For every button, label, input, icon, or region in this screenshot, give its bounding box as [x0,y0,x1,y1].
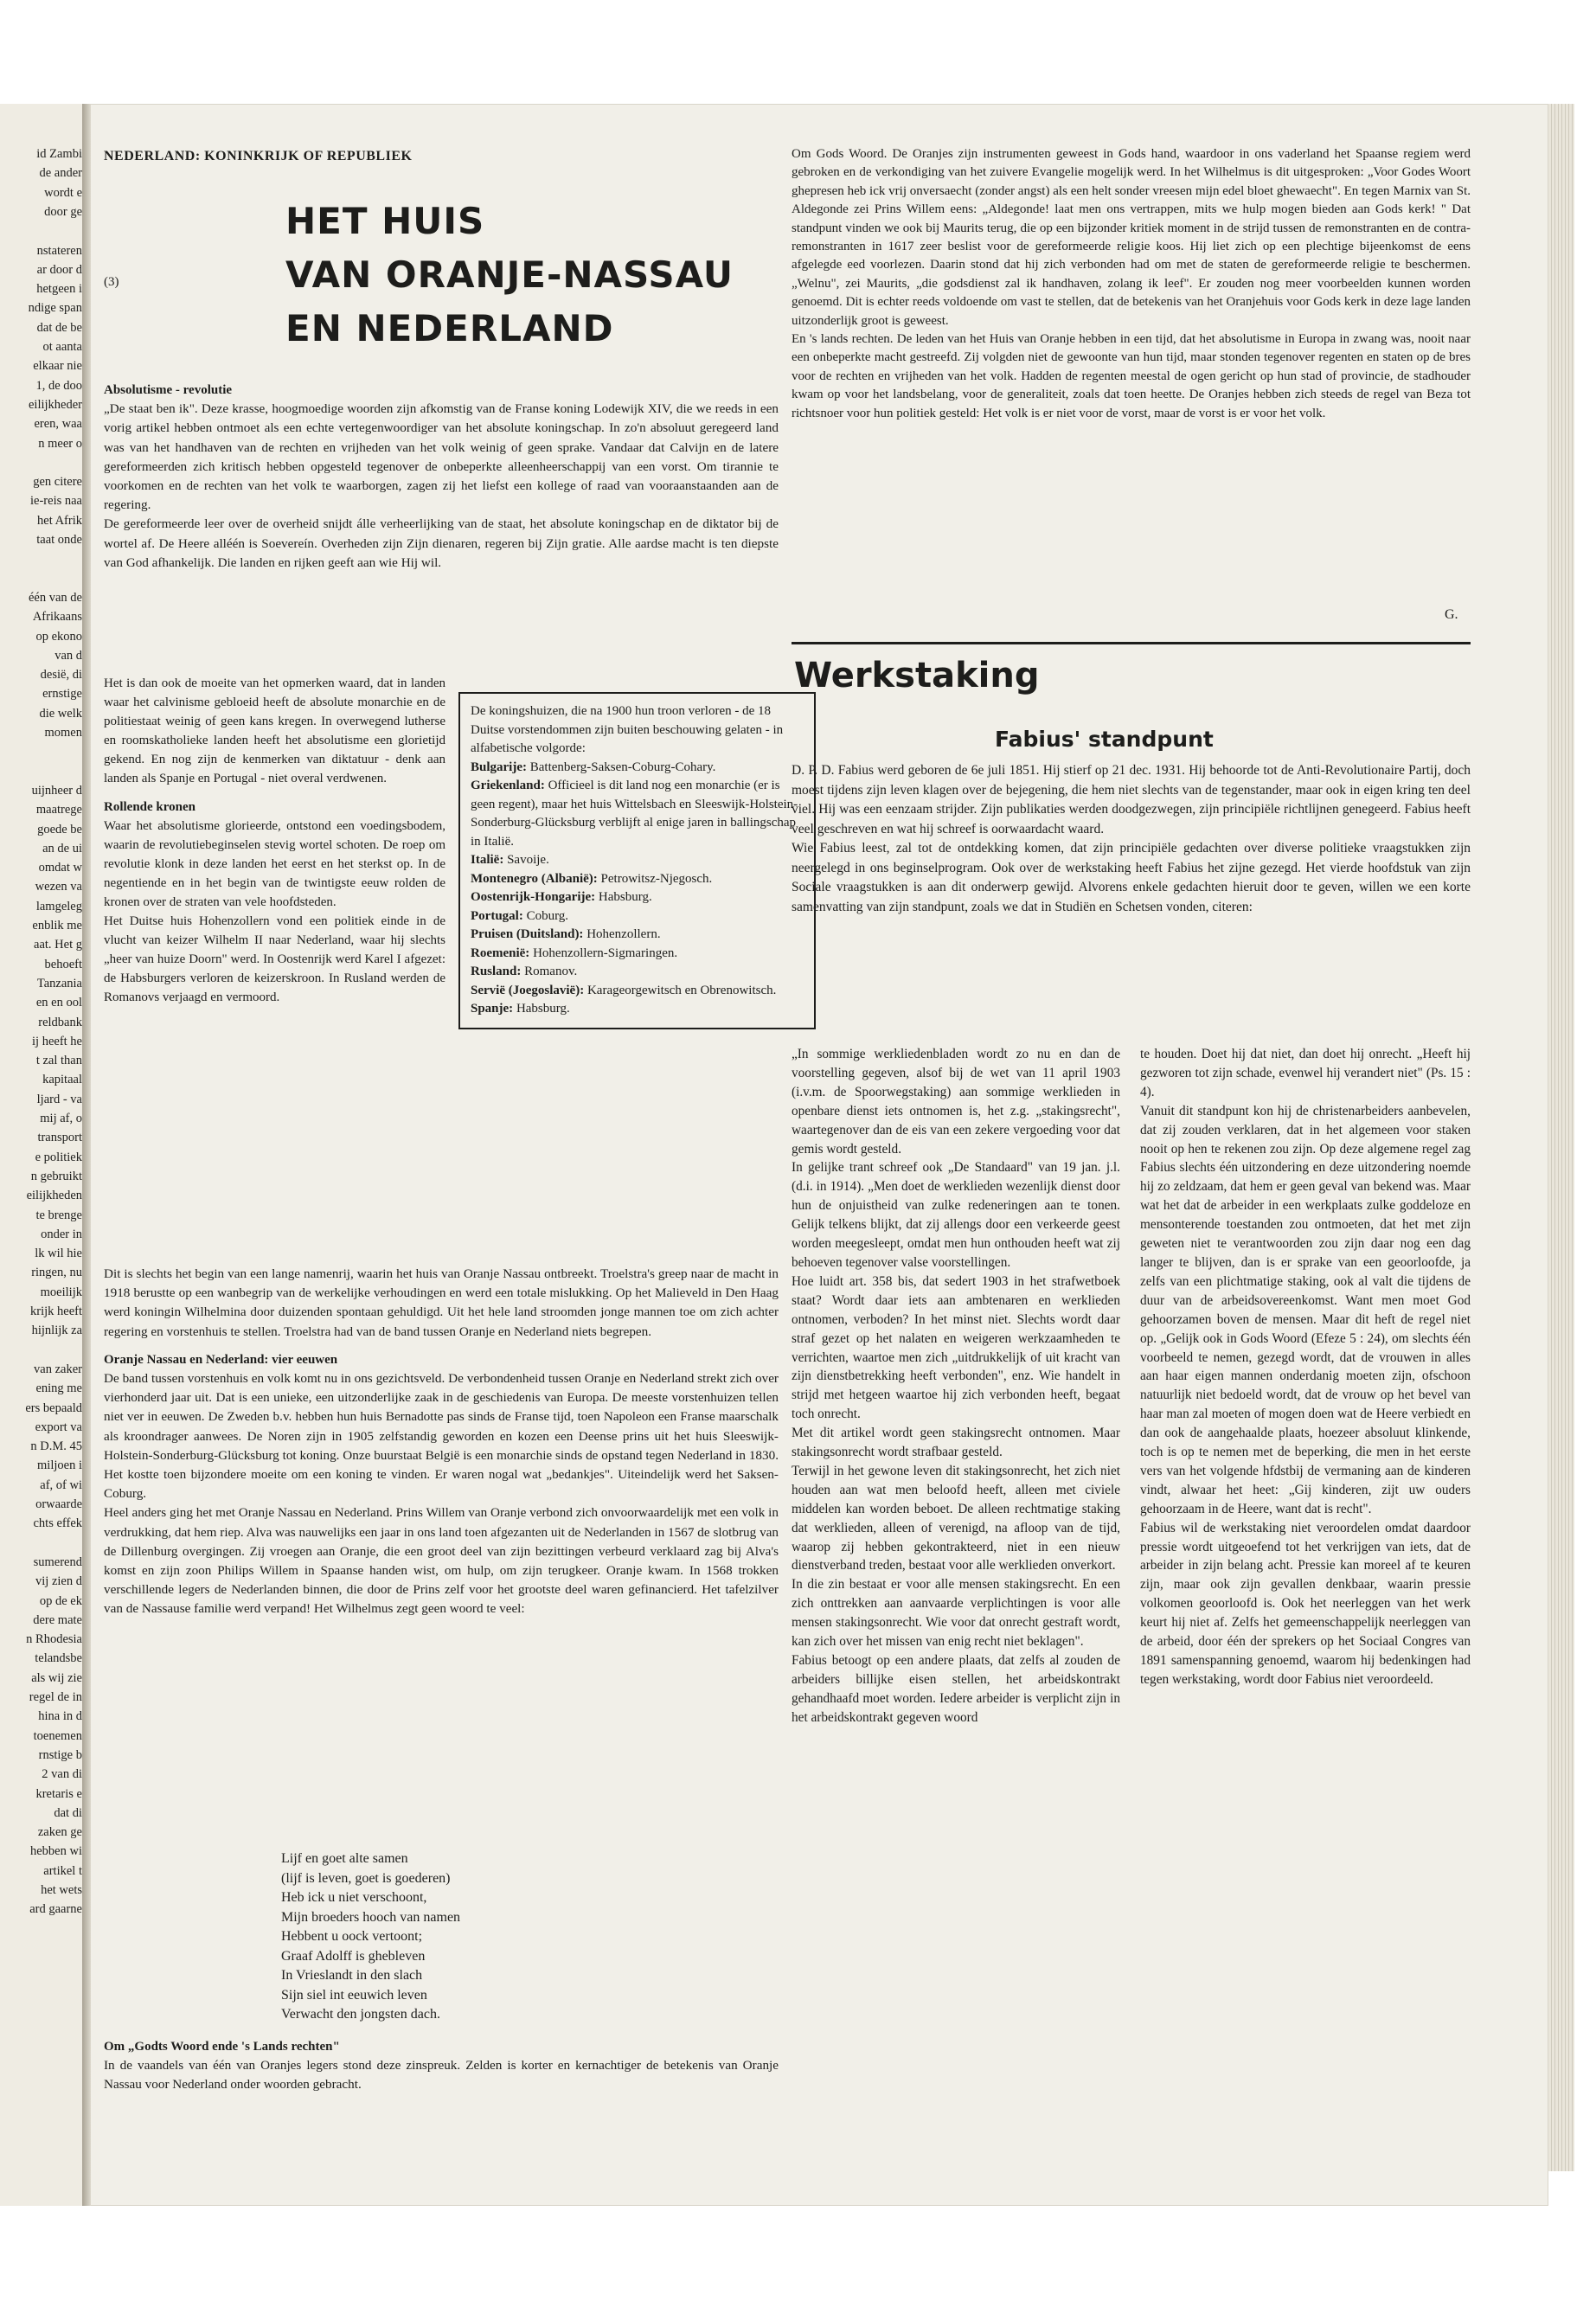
paragraph: In die zin bestaat er voor alle mensen stakingsrecht. En een zich onttrekken aan aanvaarde verplichtingen is voor alle mensen stakingsonrecht. Wie voor dat onrecht gestraft wordt, kan zich over het missen van enig recht niet beklagen". [792,1577,1120,1650]
strip-line: ers bepaald [25,1400,82,1415]
strip-line: export va [35,1420,82,1434]
kingdoms-box [458,692,816,1029]
box-entry-text: Habsburg. [595,890,652,904]
strip-line: aat. Het g [34,938,82,952]
strip-line: artikel t [43,1863,82,1878]
paragraph: De gereformeerde leer over de overheid snijdt álle verheerlijking van de staat, het absolute koningschap en de diktator bij de wortel af. De Heere alléén is Soevereín. Overheden zijn Zijn dienaren, regeren bij Zijn gratie. Alle aardse macht is ten diepste van God afhankelijk. Die landen en rijken geeft aan wie Hij wil. [104,516,779,570]
strip-line: dere mate [33,1612,82,1627]
page-edges [1548,104,1574,2171]
poem-line: Lijf en goet alte samen [281,1851,408,1866]
section-heading: Om „Godts Woord ende 's Lands rechten" [104,2040,340,2054]
strip-line: af, of wi [40,1477,82,1492]
paragraph: Waar het absolutisme glorieerde, ontstond een voedingsbodem, waarin de revolutiebeginselen stevig wortel schoten. De roep om revolutie klonk in deze landen het eerst en het sterkst op. In de negentiende en in het begin van de twintigste eeuw rolden de kronen over de straten van vele hoofdsteden. [104,819,445,909]
box-entry [471,777,804,851]
strip-line: als wij zie [31,1670,82,1685]
paragraph: „De staat ben ik". Deze krasse, hoogmoedige woorden zijn afkomstig van de Franse koning Lodewijk XIV, die we reeds in een vorig artikel hebben ontmoet als een echte vertegenwoordiger van het absolute koningschap. In zo'n absoluut geregeerd land was van het handhaven van de rechten en vrijheden van het volk weinig of geen sprake. Vandaar dat Calvijn en de latere gereformeerden zich kritisch hebben opgesteld tegenover de onbeperkte alleenheerschappij van een vorst. Om tirannie te voorkomen en de rechten van het volk te waarborgen, zagen zij het liefst een kollege of raad van vooraanstaanden aan de regering. [104,401,779,513]
strip-line: wordt e [44,185,82,200]
strip-line: ij heeft he [32,1034,82,1048]
strip-line: dat di [54,1805,82,1820]
box-entry [471,963,804,982]
paragraph: Dit is slechts het begin van een lange namenrij, waarin het huis van Oranje Nassau ontbreekt. Troelstra's greep naar de macht in 1918 berustte op een wanbegrip van de werkelijke verhoudingen en werd een totale mislukking. Op het Malieveld in Den Haag werd koningin Wilhelmina door duizenden spontaan gehuldigd. Uit het hele land stroomden jonge mannen toe om zich achter regering en vorstenhuis te stellen. Troelstra had van de band tussen Oranje en Nederland niets begrepen. [104,1266,779,1339]
box-entry [471,945,804,964]
box-entry [471,907,804,926]
col1-top [104,381,779,573]
box-entry-country: Bulgarije: [471,760,527,774]
paragraph: te houden. Doet hij dat niet, dan doet hij onrecht. „Heeft hij gezworen tot zijn schade, evenwel hij verandert niet" (Ps. 15 : 4). [1140,1047,1471,1099]
strip-line: lk wil hie [35,1247,82,1261]
werkstaking-col-b [1140,1045,1471,1689]
col1-narrow [104,675,445,1007]
box-entry [471,759,804,778]
strip-line: ening me [35,1381,82,1396]
strip-line: krijk heeft [30,1304,82,1318]
strip-line: hetgeen i [36,282,82,297]
paragraph: Hoe luidt art. 358 bis, dat sedert 1903 in het strafwetboek staat? Wordt daar iets aan ambtenaren en werklieden ontnomen, verboden? In het minst niet. Slechts wordt daar straf gezet op het nalaten en weigeren werkzaamheden te verrichten, waartoe men zich „uitdrukkelijk of uit kracht van zijn dienstbetrekking heeft verbonden", enz. Wie handelt in strijd met hetgeen waartoe hij zich verbonden heeft, begaat toch onrecht. [792,1273,1120,1422]
strip-line: hebben wi [30,1844,82,1859]
box-entry-text: Hohenzollern-Sigmaringen. [529,945,678,960]
poem-line: Graaf Adolff is ghebleven [281,1948,426,1964]
strip-line: goede be [37,822,82,836]
box-entry [471,870,804,889]
strip-line: taat onde [36,533,82,547]
paragraph: Heel anders ging het met Oranje Nassau en Nederland. Prins Willem van Oranje verbond zich onvoorwaardelijk met een volk in verdrukking, dat hem riep. Alva was nauwelijks een jaar in ons land toen afgezanten uit de Nederlanden in 1567 de slotbrug van de Dillenburg overgingen. Zij vroegen aan Oranje, die een groot deel van zijn bezittingen verbeurd verklaard zag bij Alva's komst en zijn zoon Philips Willem in Spaanse handen wist, om hulp, om zijn terugkeer. Oranje kwam. In 1568 trokken verschillende legers de Nederlanden binnen, die door de Prins zelf voor het grootste deel waren gefinancierd. Het tafelzilver van de Nassause familie werd verpand! Het Wilhelmus zegt geen woord te veel: [104,1505,779,1617]
box-intro: De koningshuizen, die na 1900 hun troon verloren - de 18 Duitse vorstendommen zijn buiten beschouwing gelaten - in alfabetische volgorde: [471,704,784,755]
strip-line: rnstige b [38,1747,82,1762]
box-entry-text: Habsburg. [513,1002,570,1016]
wilhelmus-quote [281,1849,460,2025]
strip-line: an de ui [42,841,82,856]
strip-line: miljoen i [37,1458,82,1473]
strip-line: sumerend [33,1554,82,1569]
box-entry [471,926,804,945]
strip-line: kapitaal [42,1073,82,1087]
paragraph: D. P. D. Fabius werd geboren de 6e juli 1851. Hij stierf op 21 dec. 1931. Hij behoorde tot de Anti-Revolutionaire Partij, doch moest tijdens zijn leven klagen over de bejegening, die hem niet slechts van de tegenstander, maar ook in eigen kring ten deel viel. Hij was een eenzaam strijder. Zijn publikaties werden doodgezwegen, zijn principiële richtlijnen genegeerd. Fabius heeft veel geschreven en wat hij schreef is oorwaardacht waard. [792,763,1471,836]
strip-line: Tanzania [36,976,82,990]
box-entry-country: Pruisen (Duitsland): [471,927,584,941]
box-entry [471,982,804,1001]
box-entry-text: Karageorgewitsch en Obrenowitsch. [584,983,777,997]
box-entry-text: Officieel is dit land nog een monarchie (er is geen regent), maar het huis Wittelsbach en Sleeswijk-Holstein-Sonderburg-Glücksburg verblijft al enige jaren in ballingschap in Italië. [471,779,798,849]
strip-line: enblik me [32,919,82,933]
strip-line: mij af, o [40,1112,82,1125]
paragraph: In gelijke trant schreef ook „De Standaard" van 19 jan. j.l. (d.i. in 1914). „Men doet de werklieden wezenlijk dienst door hun de onjuistheid van zulke redeneringen aan te tonen. Gelijk telkens blijkt, dat zij allengs door een verkeerde geest worden meegesleept, omdat men hun onthouden heeft wat zij behoeven tegenover valse voorstellingen. [792,1160,1120,1270]
strip-line: n meer o [38,436,82,451]
strip-line: de ander [39,166,82,181]
strip-line: ie-reis naa [30,494,82,509]
box-entry-country: Spanje: [471,1002,514,1016]
strip-line: maatrege [35,803,82,817]
strip-line: 1, de doo [35,378,82,393]
box-entry [471,888,804,907]
paragraph: Fabius betoogt op een andere plaats, dat zelfs al zouden de arbeiders billijke eisen stellen, het arbeidskontrakt gehandhaafd moet worden. Iedere arbeider is verplicht zijn in het arbeidskontrakt gegeven woord [792,1653,1120,1725]
strip-line: regel de in [29,1690,82,1704]
strip-line: eilijkheder [28,397,82,412]
box-entry-text: Hohenzollern. [583,927,661,941]
strip-line: één van de [29,590,82,605]
paragraph: Vanuit dit standpunt kon hij de christenarbeiders aanbevelen, dat zij zouden verklaren, dat in het algemeen voor staken nooit op hen te rekenen zou zijn. Op deze algemene regel zag Fabius slechts één uitzondering en deze uitzondering noemde hij zo zeldzaam, dat hem er geen geval van bekend was. Maar wat het dat de arbeider in een werkplaats zulke goddeloze en mensonterende toestanden zou ontmoeten, dat het met zijn geweten niet te verantwoorden zou zijn daar nog een dag langer te blijven, dan is er sprake van een geoorloofde, ja zelfs van een plichtmatige staking, ook al valt die tijdens de duur van de arbeidsovereenkomst. Want men moet God gehoorzamen boven de mensen. Maar dit heft de regel niet op. „Gelijk ook in Gods Woord (Efeze 5 : 24), om slechts één voorbeeld te nemen, gezegd wordt, dat de vrouwen in alles aan haar eigen mannen onderdanig moeten zijn, ofschoon natuurlijk niet bedoeld wordt, dat de vrouw op het bevel van haar man zal moeten of mogen doen wat de Heere verbiedt en dan ook de aangehaalde plaats, hoezeer absoluut klinkende, toch is op te nemen met de beperking, die men in het eerste vers van het volgende hfdstbij de vermaning aan de kinderen vindt, alwaar het heet: „Gij kinderen, zijt uw ouders gehoorzaam in de Heere, want dat is recht". [1140,1103,1471,1516]
strip-line: ot aanta [42,340,82,354]
strip-line: telandsbe [35,1651,82,1666]
strip-line: orwaarde [35,1497,82,1511]
paragraph: Het is dan ook de moeite van het opmerken waard, dat in landen waar het calvinisme gebloeid heeft de absolute monarchie en de politiestaat weinig of geen kans kregen. In overwegend lutherse en roomskatholieke landen heeft het absolutisme een glorietijd gekend. En nog zijn de kenmerken van diktatuur - denk aan landen als Spanje en Portugal - niet overal verdwenen. [104,676,445,785]
strip-line: onder in [41,1227,82,1241]
strip-line: 2 van di [42,1767,82,1782]
strip-line: behoeft [44,957,82,971]
strip-line: momen [44,726,82,740]
paragraph: „In sommige werkliedenbladen wordt zo nu en dan de voorstelling gegeven, alsof bij de wet van 11 april 1903 (i.v.m. de Spoorwegstaking) aan sommige werklieden in openbare dienst iets ontnomen is, het z.g. „stakingsrecht", waartegenover dan de eis van een zekere vergoeding voor dat gemis wordt gesteld. [792,1047,1120,1157]
strip-line: transport [37,1131,82,1145]
strip-line: uijnheer d [31,783,82,798]
werkstaking-title: Werkstaking [794,656,1040,695]
paragraph: Om Gods Woord. De Oranjes zijn instrumenten geweest in Gods hand, waardoor in ons vaderland het Spaanse regiem werd gebroken en de verkondiging van het zuivere Evangelie mogelijk werd. In het Wilhelmus is dit uitgesproken: „Voor Godes Woort ghepresen heb ick vrij onversaecht (zonder angst) als een helt sonder vreesen mijn edel bloet ghewaecht". En tegen Marnix van St. Aldegonde zei Prins Willem eens: „Aldegonde! laat men ons vertrappen, mits we hulp mogen bieden aan Gods kerk! " Dat standpunt vinden we ook bij Maurits terug, die op een bijzonder kritiek moment in de strijd tussen de remonstranten en de contra-remonstranten in 1617 zeer beslist voor de gereformeerde religie koos. Hij liet zich op een plechtige bijeenkomst de eens afgelegde eed voorlezen. Daarin stond dat hij zich verbonden had om met de staten de gereformeerde religie te beschermen. „Welnu", zei Maurits, „die godsdienst zal ik handhaven, zolang ik leef". Er zouden nog meer voorbeelden kunnen worden genoemd. Dit is echter reeds voldoende om vast te stellen, dat de betekenis van het Oranjehuis voor Gods kerk in deze lage landen uitzonderlijk groot is geweest. [792,147,1471,328]
strip-line: ernstige [42,687,82,702]
poem-line: Heb ick u niet verschoont, [281,1890,427,1905]
box-entry-text: Petrowitsz-Njegosch. [597,871,713,886]
box-entry-country: Servië (Joegoslavië): [471,983,585,997]
strip-line: n D.M. 45 [30,1439,82,1454]
strip-line: nstateren [36,243,82,258]
paragraph: Met dit artikel wordt geen stakingsrecht ontnomen. Maar stakingsonrecht wordt strafbaar gesteld. [792,1426,1120,1460]
poem-line: Hebbent u oock vertoont; [281,1929,423,1944]
poem-line: Verwacht den jongsten dach. [281,2007,440,2022]
box-entry-text: Battenberg-Saksen-Coburg-Cohary. [527,760,716,774]
strip-line: op ekono [35,629,82,644]
box-entries [471,759,804,1019]
strip-line: ringen, nu [31,1266,82,1280]
strip-line: ndige span [28,301,82,316]
strip-line: n gebruikt [30,1169,82,1183]
werkstaking-subtitle: Fabius' standpunt [995,727,1214,752]
box-entry [471,1000,804,1019]
strip-line: ard gaarne [29,1902,82,1917]
box-entry-country: Roemenië: [471,945,530,960]
strip-line: reldbank [38,1015,82,1029]
paragraph: Terwijl in het gewone leven dit stakingsonrecht, het zich niet houden aan wat men beloofd heeft, alleen met civiele middelen kan worden beboet. De alleen rechtmatige staking dat werklieden, alleen of verenigd, na afloop van de tijd, waarop zij hebben gekontrakteerd, niet in een nieuw dienstverband treden, bestaat voor alle werklieden onverkort. [792,1463,1120,1574]
page-binding [82,104,91,2206]
title-line-3: EN NEDERLAND [285,307,614,349]
author-signature: G. [1445,607,1458,622]
poem-line: (lijf is leven, goet is goederen) [281,1870,451,1886]
strip-line: lamgeleg [35,899,82,913]
section-divider [792,642,1471,644]
box-entry-text: Savoije. [503,853,549,867]
strip-line: het wets [41,1883,82,1897]
strip-line: vij zien d [35,1574,82,1589]
box-entry-country: Rusland: [471,965,522,978]
box-entry-text: Coburg. [522,908,569,923]
section-heading: Absolutisme - revolutie [104,383,233,397]
strip-line: id Zambi [36,147,82,161]
strip-line: ar door d [36,262,82,277]
strip-line: van zaker [34,1362,82,1376]
strip-line: en en ool [35,996,82,1010]
series-number: (3) [104,275,119,289]
strip-line: eren, waa [34,417,82,432]
strip-line: kretaris e [35,1786,82,1801]
strip-line: desië, di [40,668,82,683]
strip-line: t zal than [35,1054,82,1068]
strip-line: hina in d [38,1709,82,1724]
strip-line: gen citere [33,475,82,490]
strip-line: Afrikaans [32,610,82,625]
box-entry-country: Griekenland: [471,779,545,792]
strip-line: te brenge [35,1208,82,1222]
box-entry-country: Portugal: [471,908,523,923]
poem-line: Mijn broeders hooch van namen [281,1909,461,1925]
box-entry [471,851,804,870]
strip-line: eilijkheden [26,1189,82,1203]
paragraph: En 's lands rechten. De leden van het Huis van Oranje hebben in een tijd, dat het absolutisme in Europa in zwang was, nooit naar een onbeperkte macht gestreefd. Zij volgden niet de gewoonte van hun tijd, maar stonden tegenover regenten en staten op de bres voor de rechten en vrijheden van het volk. Hadden de regenten meestal de ogen gericht op hun stad of provincie, de stadhouder kwam op voor het landsbelang, voor de generaliteit, zoals dat toen heette. De Oranjes hebben zich steeds de regel van Beza tot richtsnoer voor hun politiek gesteld: Het volk is er niet voor de vorst, maar de vorst is er voor het volk. [792,332,1471,420]
strip-line: toenemen [33,1728,82,1743]
strip-line: door ge [44,204,82,219]
box-entry-country: Italië: [471,853,504,867]
paragraph: Het Duitse huis Hohenzollern vond een politiek einde in de vlucht van keizer Wilhelm II naar Nederland, waar hij slechts „heer van huize Doorn" werd. In Oostenrijk werd Karel I afgezet: de Habsburgers verloren de keizerskroon. In Rusland werden de Romanovs verjaagd en vermoord. [104,913,445,1004]
poem-line: In Vrieslandt in den slach [281,1968,423,1983]
paragraph: In de vaandels van één van Oranjes legers stond deze zinspreuk. Zelden is korter en kernachtiger de betekenis van Oranje Nassau voor Nederland onder woorden gebracht. [104,2058,779,2093]
box-entry-text: Romanov. [521,965,578,978]
strip-line: ljard - va [36,1092,82,1106]
article-title [285,195,770,356]
section-heading: Rollende kronen [104,800,195,815]
strip-line: wezen va [35,880,82,894]
paragraph: De band tussen vorstenhuis en volk komt nu in ons gezichtsveld. De verbondenheid tussen Oranje en Nederland strekt zich over vierhonderd jaar uit. Dat is een unieke, een uitzonderlijke zaak in de geschiedenis van Europa. De meeste vorstenhuizen tellen niet ver in eeuwen. De Zweden b.v. hebben hun huis Bernadotte pas sinds de Franse tijd, toen Napoleon een Franse maarschalk als kroondrager aanwees. De Noren zijn in 1905 zelfstandig geworden en kozen een Deense prins uit het huis Sleeswijk-Holstein-Sonderburg-Glücksburg tot koning. Onze buurstaat België is een monarchie sinds de opstand tegen Nederland in 1830. Het kostte toen bijzondere moeite om een koning te vinden. Er waren nogal wat „bedankjes". Uiteindelijk werd het Saksen-Coburg. [104,1371,779,1502]
strip-line: moeilijk [40,1285,82,1299]
strip-line: e politiek [35,1150,82,1164]
strip-line: van d [54,648,82,663]
poem-line: Sijn siel int eeuwich leven [281,1987,427,2003]
strip-line: chts effek [33,1516,82,1531]
strip-line: zaken ge [37,1825,82,1840]
paragraph: Fabius wil de werkstaking niet veroordelen omdat daardoor pressie wordt uitgeoefend tot het verkrijgen van iets, dat de arbeider in zijn belang acht. Pressie kan moreel af te keuren zijn, maar ook zijn gevallen denkbaar, waarin pressie volkomen geoorloofd is. Ook het neerleggen van het werk keurt hij niet af. Zelfs het gemeenschappelijk neerleggen van de arbeid, door één der sprekers op het Sociaal Congres van 1891 samenspanning genoemd, waarom hij bedenkingen had tegen werkstaking, wordt door Fabius niet veroordeeld. [1140,1520,1471,1687]
strip-line: omdat w [38,861,82,875]
strip-line: dat de be [36,320,82,335]
title-line-2: VAN ORANJE-NASSAU [285,253,734,296]
strip-line: het Afrik [37,513,82,528]
strip-line: hijnlijk za [31,1324,82,1338]
werkstaking-col-a [792,1045,1120,1727]
col1-bottom [104,1265,779,1619]
title-line-1: HET HUIS [285,200,485,242]
section-heading: Oranje Nassau en Nederland: vier eeuwen [104,1352,338,1367]
paragraph: Wie Fabius leest, zal tot de ontdekking komen, dat zijn principiële gedachten over diverse politieke vraagstukken zijn neergelegd in ons beginselprogram. Ook over de werkstaking heeft Fabius het zijne gezegd. Het vierde hoofdstuk van zijn Sociale vraagstukken is aan dit onderwerp gewijd. Alvorens enkele gedachten hieruit door te geven, willen we een korte samenvatting van zijn standpunt, zoals we dat in Studiën en Schetsen vonden, citeren: [792,841,1471,914]
strip-line: die welk [39,706,82,721]
strip-line: elkaar nie [33,359,82,374]
section-header: NEDERLAND: KONINKRIJK OF REPUBLIEK [104,149,413,163]
box-entry-country: Montenegro (Albanië): [471,871,598,886]
col1-end [104,2037,779,2095]
werkstaking-intro [792,761,1471,917]
strip-line: op de ek [39,1593,82,1608]
strip-line: n Rhodesia [26,1632,82,1647]
col2-top [792,145,1471,423]
box-entry-country: Oostenrijk-Hongarije: [471,890,596,904]
